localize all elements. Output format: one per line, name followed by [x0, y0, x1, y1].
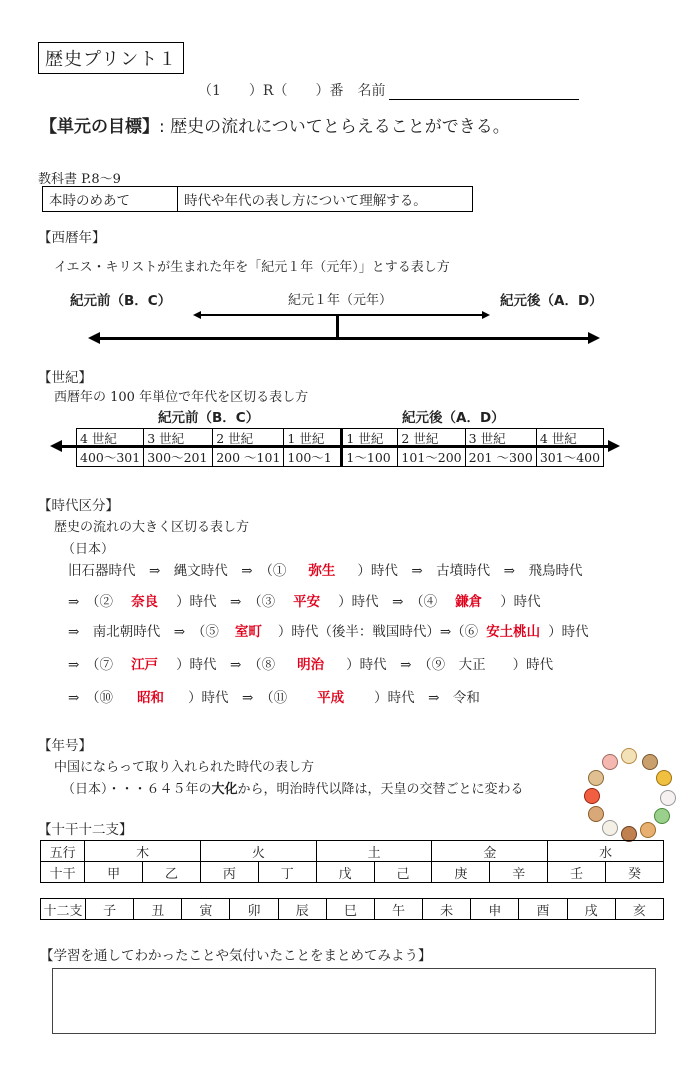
lesson-aim-table: [42, 186, 473, 212]
lesson-aim-label: 本時のめあて: [43, 187, 178, 212]
answer-heian: 平安: [293, 594, 321, 610]
era-text: ）時代 ⇒ （⑨ 大正 ）時代: [346, 657, 554, 673]
jidai-description: 歴史の流れの大きく区切る表し方: [54, 520, 250, 535]
seiki-ad-label: 紀元後（A．D）: [402, 410, 505, 426]
jikkan-label: 十干: [41, 862, 85, 883]
era-text: ⇒ （②: [68, 594, 114, 610]
rooster-icon: [584, 788, 600, 804]
jikkan-cell: 壬: [548, 862, 606, 883]
monkey-icon: [588, 806, 604, 822]
era-text: ）時代 ⇒ （⑧: [176, 657, 276, 673]
junishi-cell: 亥: [615, 899, 663, 920]
era-row-2: [68, 590, 541, 610]
era-text: ）時代 ⇒ （⑪: [188, 690, 288, 706]
era-row-3: [68, 620, 589, 640]
answer-azuchi-momoyama: 安土桃山: [486, 624, 541, 640]
range-cell: 201 ～300: [465, 448, 536, 467]
gogyo-cell: 土: [316, 841, 432, 862]
range-cell: 301～400: [536, 448, 603, 467]
jikkan-cell: 己: [374, 862, 432, 883]
range-cell: 400～301: [77, 448, 144, 467]
junishi-cell: 未: [423, 899, 471, 920]
gogyo-label: 五行: [41, 841, 85, 862]
era-text: 旧石器時代 ⇒ 縄文時代 ⇒ （①: [68, 563, 287, 579]
answer-heisei: 平成: [317, 690, 345, 706]
jikkan-cell: 丁: [258, 862, 316, 883]
jikkan-cell: 丙: [200, 862, 258, 883]
junishi-cell: 丑: [134, 899, 182, 920]
era-row-1: [68, 559, 583, 579]
century-cell: 4 世紀: [536, 429, 603, 448]
name-field[interactable]: [389, 85, 579, 100]
zodiac-animals-illustration: [584, 748, 672, 836]
jidai-heading: 【時代区分】: [38, 498, 119, 514]
unit-goal-text: : 歴史の流れについてとらえることができる。: [159, 117, 510, 137]
unit-goal: [40, 112, 510, 137]
gogyo-cell: 水: [548, 841, 664, 862]
era-text: ⇒ （⑦: [68, 657, 114, 673]
era-text: ⇒ （⑩: [68, 690, 114, 706]
textbook-reference: 教科書 P.8～9: [38, 172, 121, 187]
worksheet-title: 歴史プリント１: [38, 42, 184, 74]
junishi-cell: 卯: [230, 899, 278, 920]
answer-kamakura: 鎌倉: [455, 594, 483, 610]
nengo-line: [62, 778, 524, 797]
junishi-cell: 辰: [278, 899, 326, 920]
boar-icon: [602, 754, 618, 770]
summary-heading: 【学習を通してわかったことや気付いたことをまとめてみよう】: [40, 948, 432, 964]
junishi-cell: 戌: [567, 899, 615, 920]
answer-yayoi: 弥生: [308, 563, 336, 579]
jikkan-cell: 乙: [143, 862, 201, 883]
range-cell: 200 ～101: [213, 448, 284, 467]
student-info-label: （1 ）R（ ）番 名前: [198, 83, 386, 99]
jikkan-heading: 【十干十二支】: [38, 822, 133, 838]
summary-writing-box[interactable]: [52, 968, 656, 1034]
range-cell: 101～200: [398, 448, 465, 467]
dog-icon: [588, 770, 604, 786]
era-text: ）時代 ⇒ 令和: [374, 690, 480, 706]
era-text: ）時代: [548, 624, 589, 640]
seiki-bc-label: 紀元前（B．C）: [158, 410, 260, 426]
era-text: ）時代（後半：戦国時代）⇒（⑥: [277, 624, 479, 640]
seiki-heading: 【世紀】: [38, 370, 92, 386]
century-table: [76, 428, 604, 467]
century-cell: 1 世紀: [342, 429, 398, 448]
jikkan-cell: 辛: [490, 862, 548, 883]
era-row-5: [68, 686, 480, 706]
snake-icon: [640, 822, 656, 838]
taika-bold: 大化: [211, 782, 238, 797]
answer-edo: 江戸: [131, 657, 159, 673]
century-cell: 2 世紀: [213, 429, 284, 448]
jikkan-cell: 戊: [316, 862, 374, 883]
century-cell: 4 世紀: [77, 429, 144, 448]
rabbit-icon: [660, 790, 676, 806]
seireki-heading: 【西暦年】: [38, 230, 106, 246]
answer-showa: 昭和: [137, 690, 165, 706]
nengo-text: から，明治時代以降は，天皇の交替ごとに変わる: [237, 782, 524, 797]
junishi-table: [40, 898, 664, 920]
era-text: ）時代: [500, 594, 541, 610]
answer-muromachi: 室町: [234, 624, 262, 640]
nengo-heading: 【年号】: [38, 738, 92, 754]
seireki-description: イエス・キリストが生まれた年を「紀元１年（元年）」とする表し方: [54, 260, 450, 275]
junishi-cell: 午: [374, 899, 422, 920]
rat-icon: [621, 748, 637, 764]
ad-label: 紀元後（A．D）: [500, 293, 603, 309]
junishi-cell: 酉: [519, 899, 567, 920]
gogyo-cell: 火: [200, 841, 316, 862]
student-info-line: [198, 80, 579, 100]
range-cell: 300～201: [144, 448, 213, 467]
era-row-4: [68, 653, 553, 673]
answer-meiji: 明治: [297, 657, 325, 673]
nengo-text: （日本）・・・６４５年の: [62, 782, 212, 797]
jikkan-cell: 庚: [432, 862, 490, 883]
junishi-cell: 巳: [326, 899, 374, 920]
gogyo-jikkan-table: [40, 840, 664, 883]
range-cell: 100～1: [284, 448, 342, 467]
year-one-label: 紀元１年（元年）: [288, 293, 393, 308]
answer-nara: 奈良: [131, 594, 159, 610]
junishi-cell: 寅: [182, 899, 230, 920]
century-cell: 1 世紀: [284, 429, 342, 448]
dragon-icon: [654, 808, 670, 824]
ox-icon: [642, 754, 658, 770]
nengo-description: 中国にならって取り入れられた時代の表し方: [54, 760, 315, 775]
jikkan-cell: 癸: [606, 862, 664, 883]
junishi-cell: 申: [471, 899, 519, 920]
era-text: ）時代 ⇒ （④: [338, 594, 438, 610]
unit-goal-label: 【単元の目標】: [40, 117, 159, 137]
junishi-cell: 子: [86, 899, 134, 920]
era-text: ⇒ 南北朝時代 ⇒ （⑤: [68, 624, 219, 640]
sheep-icon: [602, 820, 618, 836]
bc-label: 紀元前（B．C）: [70, 293, 172, 309]
tiger-icon: [656, 770, 672, 786]
era-text: ）時代 ⇒ （③: [176, 594, 276, 610]
century-cell: 3 世紀: [465, 429, 536, 448]
seiki-description: 西暦年の 100 年単位で年代を区切る表し方: [54, 390, 309, 405]
gogyo-cell: 金: [432, 841, 548, 862]
jikkan-cell: 甲: [85, 862, 143, 883]
century-cell: 2 世紀: [398, 429, 465, 448]
gogyo-cell: 木: [85, 841, 201, 862]
era-text: ）時代 ⇒ 古墳時代 ⇒ 飛鳥時代: [357, 563, 583, 579]
lesson-aim-text: 時代や年代の表し方について理解する。: [178, 187, 473, 212]
jidai-region: （日本）: [62, 542, 115, 557]
range-cell: 1～100: [342, 448, 398, 467]
junishi-label: 十二支: [41, 899, 86, 920]
century-cell: 3 世紀: [144, 429, 213, 448]
